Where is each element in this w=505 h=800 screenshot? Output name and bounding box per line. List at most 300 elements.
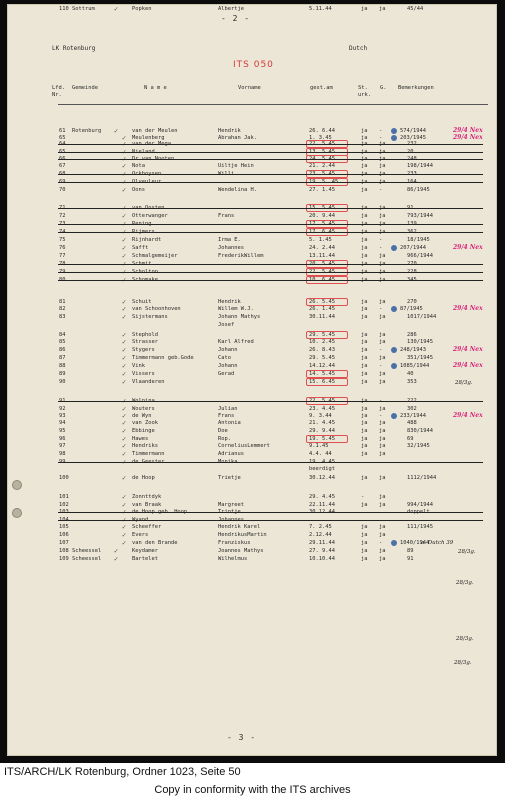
cell-first: Frans [218,413,235,419]
red-annotation: 29/4 Nex [453,134,483,141]
cell-first: FrederikWillem [218,253,264,259]
cell-name: Vink [132,363,145,369]
cell-first: Johannes [218,245,244,251]
cell-nr: 98 [59,451,66,457]
check-mark: ✓ [122,346,127,354]
cell-g: ja [379,428,386,434]
cell-rem: 574/1944 [400,128,426,134]
cell-st: ja [361,436,368,442]
cell-first: Adrianus [218,451,244,457]
cell-date: 29. 5.45 [309,355,335,361]
archive-reference: ITS/ARCH/LK Rotenburg, Ordner 1023, Seite 50 [4,766,241,778]
cell-nr: 84 [59,332,66,338]
check-mark: ✓ [122,412,127,420]
cell-name: Schuit [132,299,152,305]
table-row [8,228,498,236]
check-mark: ✓ [122,531,127,539]
cell-nr: 102 [59,502,69,508]
cell-rem: 1085/1944 [400,363,430,369]
table-row [8,397,498,405]
blue-dot-marker [391,347,397,353]
cell-name: Zonnttdyk [132,494,162,500]
check-mark: ✓ [122,493,127,501]
cell-nr: 65 [59,135,66,141]
check-mark: ✓ [122,370,127,378]
cell-rem: 207/1944 [400,245,426,251]
cell-st: ja [361,379,368,385]
check-mark: ✓ [122,244,127,252]
cell-first: Cato [218,355,231,361]
cell-first: Frans [218,213,235,219]
cell-rem: 203/1945 [400,135,426,141]
cell-date: 14. 5.45 [309,371,335,377]
cell-rem: 488 [407,420,417,426]
cell-name: Evers [132,532,149,538]
strike-line [58,272,483,273]
cell-date: 29. 9.44 [309,428,335,434]
cell-name: Stygers [132,347,155,353]
handwritten-note: 28/3g. [454,660,472,666]
table-row [8,313,498,321]
cell-first: Wilhelmus [218,556,248,562]
cell-g: ja [379,532,386,538]
table-row [8,419,498,427]
check-mark: ✓ [122,501,127,509]
cell-date: 1. 3.45 [309,135,332,141]
col-header-vorname: Vorname [238,85,261,91]
cell-nr: 88 [59,363,66,369]
cell-st: ja [361,443,368,449]
cell-g: - [379,363,383,369]
cell-rem: 89 [407,548,414,554]
check-mark: ✓ [122,427,127,435]
cell-first: Hendrik [218,299,241,305]
cell-date: beerdigt [309,466,335,472]
cell-st: ja [361,428,368,434]
cell-rem: 966/1944 [407,253,433,259]
handwritten-note: 28/3g. [458,549,476,555]
check-mark: ✓ [122,354,127,362]
cell-st: ja [361,524,368,530]
strike-line [58,280,483,281]
cell-g: ja [379,502,386,508]
cell-date: 24. 2.44 [309,245,335,251]
strike-line [58,182,483,183]
cell-name: Keydamer [132,548,158,554]
cell-nr: 105 [59,524,69,530]
strike-line [58,520,483,521]
cell-rem: 32/1945 [407,443,430,449]
cell-first: Irma E. [218,237,241,243]
cell-rem: 40 [407,371,414,377]
cell-st: ja [361,413,368,419]
table-row [8,362,498,370]
table-row [8,140,498,148]
cell-st: ja [361,253,368,259]
cell-first: Franziskus [218,540,251,546]
table-row [8,493,498,501]
header-rule [58,104,488,105]
cell-rem: 248/1943 [400,347,426,353]
strike-line [58,144,483,145]
cell-rem: 233/1944 [400,413,426,419]
check-mark: ✓ [122,313,127,321]
cell-date: 26. 5.45 [309,299,335,305]
cell-nr: 83 [59,314,66,320]
cell-nr: 86 [59,347,66,353]
cell-st: ja [361,532,368,538]
cell-nr: 70 [59,187,66,193]
table-row [8,268,498,276]
red-annotation: 29/4 Nex [453,305,483,312]
cell-nr: 77 [59,253,66,259]
cell-st: ja [361,420,368,426]
cell-g: - [379,347,383,353]
strike-line [58,401,483,402]
table-row [8,378,498,386]
cell-name: Vissers [132,371,155,377]
cell-first: Margreet [218,502,244,508]
cell-st: ja [361,371,368,377]
check-mark: ✓ [122,442,127,450]
cell-nr: 75 [59,237,66,243]
cell-date: 9. 3.44 [309,413,332,419]
cell-st: ja [361,332,368,338]
cell-date: 30.12.44 [309,475,335,481]
table-row [8,427,498,435]
cell-date: 20. 9.44 [309,213,335,219]
cell-name: Popken [132,6,152,12]
strike-line [58,159,483,160]
table-row [8,442,498,450]
cell-nr: 82 [59,306,66,312]
cell-date: 10.10.44 [309,556,335,562]
cell-st: ja [361,128,368,134]
cell-rem: 351/1945 [407,355,433,361]
cell-rem: 87/1945 [400,306,423,312]
table-row [8,186,498,194]
check-mark: ✓ [122,405,127,413]
cell-st: ja [361,306,368,312]
cell-nr: 106 [59,532,69,538]
archive-copy-note: Copy in conformity with the ITS archives [154,784,351,796]
cell-name: Ebbinge [132,428,155,434]
cell-st: ja [361,314,368,320]
cell-st: ja [361,6,368,12]
check-mark: ✓ [114,547,119,555]
cell-date: 26. 1.45 [309,306,335,312]
strike-line [58,232,483,233]
cell-g: - [379,306,383,312]
cell-date: 23. 4.45 [309,406,335,412]
cell-first: Karl Alfred [218,339,254,345]
cell-first: Johann Mathys [218,314,261,320]
cell-rem: 353 [407,379,417,385]
cell-rem: 302 [407,406,417,412]
table-row [8,170,498,178]
cell-date: 4.4. 44 [309,451,332,457]
table-row [8,346,498,354]
cell-date: 15. 6.45 [309,379,335,385]
table-row [8,276,498,284]
check-mark: ✓ [122,236,127,244]
cell-st: ja [361,299,368,305]
cell-st: ja [361,245,368,251]
table-row [8,450,498,458]
cell-rem: 793/1944 [407,213,433,219]
cell-nr: 107 [59,540,69,546]
table-row [8,370,498,378]
cell-g: ja [379,379,386,385]
cell-st: - [361,494,365,500]
blue-dot-marker [391,540,397,546]
cell-nr: 89 [59,371,66,377]
check-mark: ✓ [122,331,127,339]
cell-st: ja [361,475,368,481]
handwritten-note: 28/3g. [456,580,474,586]
cell-date: 5. 1.45 [309,237,332,243]
cell-g: ja [379,355,386,361]
cell-first: Josef [218,322,235,328]
cell-rem: 1017/1944 [407,314,437,320]
strike-line [58,462,483,463]
cell-first: Johann [218,347,238,353]
page-number-top: - 2 - [221,14,251,23]
check-mark: ✓ [122,305,127,313]
table-row [8,474,498,482]
table-row [8,305,498,313]
cell-nr: 72 [59,213,66,219]
cell-date: 14.12.44 [309,363,335,369]
table-row [8,252,498,260]
cell-g: - [379,540,383,546]
cell-first: Albertje [218,6,244,12]
cell-nr: 109 [59,556,69,562]
table-row [8,523,498,531]
cell-st: ja [361,406,368,412]
cell-nr: 87 [59,355,66,361]
cell-name: Otterwanger [132,213,168,219]
cell-g: ja [379,299,386,305]
cell-name: Stephold [132,332,158,338]
cell-g: ja [379,163,386,169]
cell-name: Scheeffer [132,524,162,530]
cell-g: ja [379,339,386,345]
cell-date: 13.11.44 [309,253,335,259]
cell-date: 2.12.44 [309,532,332,538]
cell-g: - [379,413,383,419]
cell-st: ja [361,451,368,457]
cell-date: 26. 6.44 [309,128,335,134]
check-mark: ✓ [114,5,119,13]
cell-name: Timmermann geb.Gode [132,355,194,361]
check-mark: ✓ [122,523,127,531]
table-row [8,531,498,539]
table-row [8,204,498,212]
cell-name: Sijstermans [132,314,168,320]
cell-rem: 18/1945 [407,237,430,243]
table-row [8,260,498,268]
cell-first: Uiltje Hein [218,163,254,169]
cell-rem: 45/44 [407,6,424,12]
red-annotation: 29/4 Nex [453,244,483,251]
cell-date: 10. 2.45 [309,339,335,345]
cell-st: ja [361,502,368,508]
cell-g: - [379,245,383,251]
cell-st: ja [361,540,368,546]
table-row [8,220,498,228]
table-row [8,212,498,220]
table-row [8,236,498,244]
cell-name: Hawes [132,436,149,442]
cell-date: 21. 4.45 [309,420,335,426]
cell-nr: 61 [59,128,66,134]
cell-st: ja [361,355,368,361]
table-row [8,162,498,170]
cell-g: - [379,237,383,243]
cell-st: ja [361,347,368,353]
its-stamp: ITS 050 [233,60,274,70]
table-row [8,178,498,186]
cell-name: Timmermann [132,451,165,457]
cell-date: 27. 1.45 [309,187,335,193]
cell-name: de Wyn [132,413,152,419]
cell-date: 30.11.44 [309,314,335,320]
cell-nr: 92 [59,406,66,412]
cell-g: ja [379,451,386,457]
cell-date: 19. 5.45 [309,436,335,442]
district-label: LK Rotenburg [52,45,96,52]
cell-rem: 286 [407,332,417,338]
check-mark: ✓ [122,252,127,260]
cell-g: ja [379,420,386,426]
col-header-nr: Lfd. Nr. [52,85,65,98]
red-annotation: 29/4 Nex [453,362,483,369]
cell-rem: 1040/1944 [400,540,430,546]
cell-first: HendrikusMartin [218,532,267,538]
cell-nr: 110 [59,6,69,12]
cell-g: ja [379,443,386,449]
cell-first: Trietje [218,475,241,481]
cell-name: Oons [132,187,145,193]
col-header-gemeinde: Gemeinde [72,85,98,91]
col-header-gest: gest.am [310,85,333,91]
strike-line [58,174,483,175]
table-row [8,321,498,329]
cell-date: 29. 4.45 [309,494,335,500]
table-row [8,354,498,362]
cell-nr: 76 [59,245,66,251]
cell-rem: 86/1945 [407,187,430,193]
handwritten-note: a. Dutch 39 [421,540,454,546]
cell-first: Gerad [218,371,235,377]
cell-first: Joannes Mathys [218,548,264,554]
cell-nr: 67 [59,163,66,169]
cell-nr: 96 [59,436,66,442]
table-row [8,244,498,252]
cell-first: Julian [218,406,238,412]
table-row [8,555,498,563]
cell-first: Antonia [218,420,241,426]
blue-dot-marker [391,245,397,251]
cell-st: ja [361,187,368,193]
cell-first: Johann [218,363,238,369]
table-row [8,5,498,13]
cell-g: ja [379,475,386,481]
blue-dot-marker [391,363,397,369]
cell-g: ja [379,548,386,554]
cell-gem: Scheessel [72,556,102,562]
cell-first: Doe [218,428,228,434]
check-mark: ✓ [114,127,119,135]
strike-line [58,152,483,153]
cell-g: ja [379,436,386,442]
cell-st: ja [361,548,368,554]
cell-g: ja [379,556,386,562]
cell-g: ja [379,371,386,377]
cell-g: ja [379,314,386,320]
cell-name: Wouters [132,406,155,412]
page-number-bottom: - 3 - [227,733,257,742]
table-row [8,338,498,346]
cell-g: ja [379,6,386,12]
col-header-g: G. [380,85,387,91]
cell-rem: 111/1945 [407,524,433,530]
check-mark: ✓ [122,298,127,306]
cell-date: 29.11.44 [309,540,335,546]
cell-first: CorneliusLemmert [218,443,270,449]
check-mark: ✓ [122,539,127,547]
cell-date: 27. 9.44 [309,548,335,554]
cell-rem: 198/1944 [407,163,433,169]
cell-nr: 85 [59,339,66,345]
cell-first: Abrahan Jak. [218,135,257,141]
cell-g: ja [379,494,386,500]
cell-date: 22.11.44 [309,502,335,508]
cell-nr: 97 [59,443,66,449]
cell-nr: 95 [59,428,66,434]
cell-g: ja [379,332,386,338]
cell-g: - [379,135,383,141]
cell-rem: 830/1944 [407,428,433,434]
cell-nr: 100 [59,475,69,481]
cell-g: ja [379,406,386,412]
check-mark: ✓ [122,474,127,482]
red-date-box [306,378,348,386]
cell-name: Bartelet [132,556,158,562]
cell-first: Willem W.J. [218,306,254,312]
strike-line [58,512,483,513]
check-mark: ✓ [122,186,127,194]
cell-name: Rijnhardt [132,237,162,243]
cell-rem: 994/1944 [407,502,433,508]
cell-g: - [379,187,383,193]
handwritten-note: 28/3g. [456,636,474,642]
cell-first: Rop. [218,436,231,442]
red-annotation: 29/4 Nex [453,346,483,353]
check-mark: ✓ [122,419,127,427]
check-mark: ✓ [122,378,127,386]
cell-rem: 69 [407,436,414,442]
check-mark: ✓ [122,338,127,346]
cell-date: 9.1.45 [309,443,329,449]
cell-g: ja [379,213,386,219]
check-mark: ✓ [114,555,119,563]
cell-name: Vlaanderen [132,379,165,385]
cell-date: 5.11.44 [309,6,332,12]
cell-nr: 90 [59,379,66,385]
check-mark: ✓ [122,134,127,142]
